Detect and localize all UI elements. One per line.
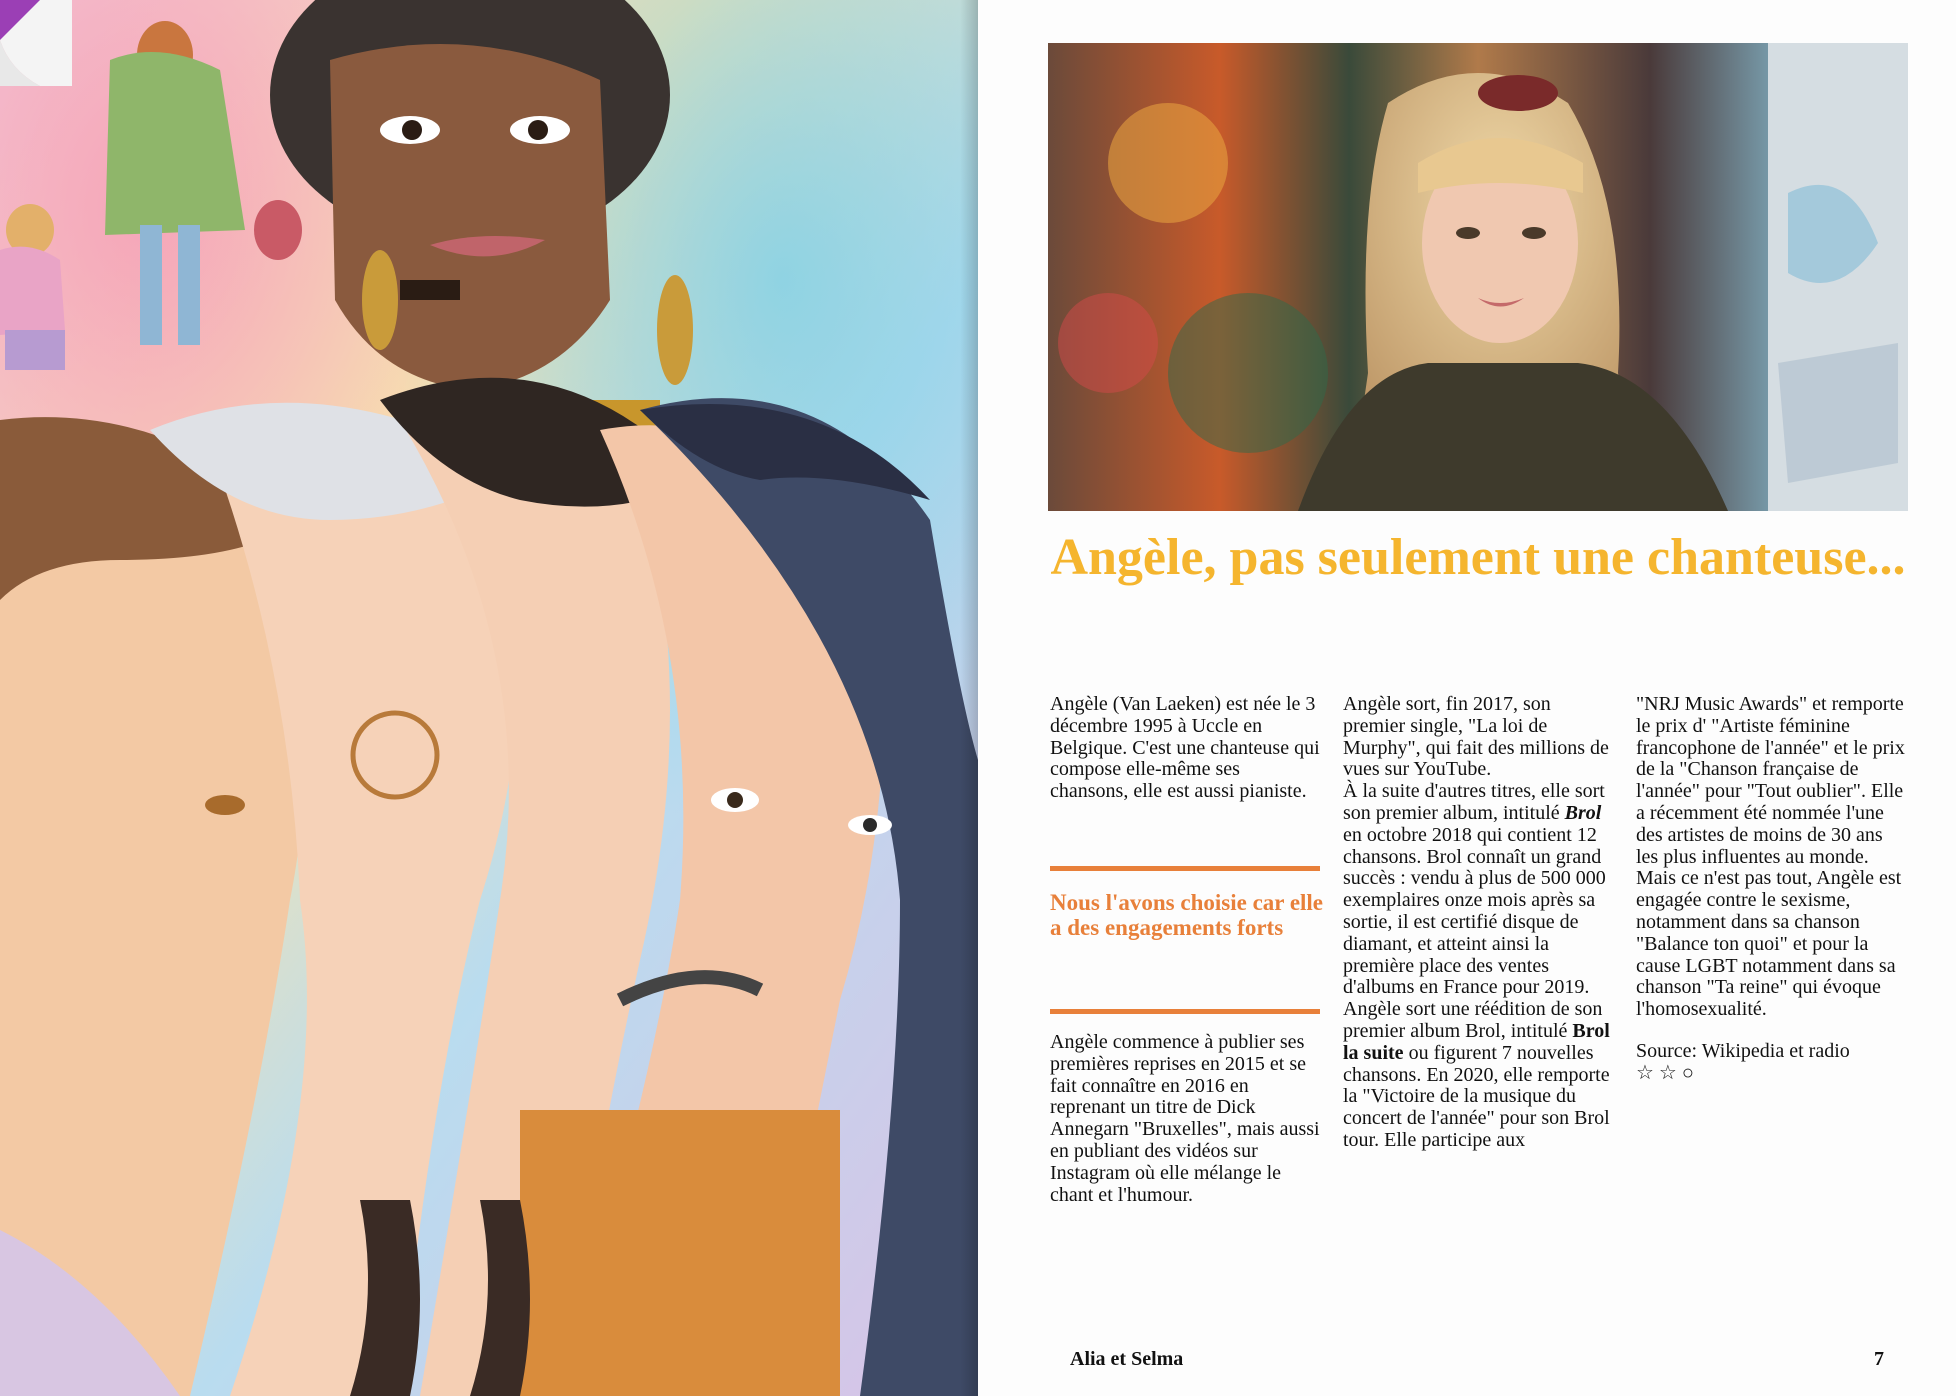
page-curl-icon[interactable] (0, 0, 72, 86)
reissue-paragraph: Angèle sort une réédition de son premier album Brol, intitulé Brol la suite ou figurent 7 nouvelles chansons. En 2020, elle remporte la "Victoire de la musique du concert de l'année" pour son Brol tour. Elle participe aux (1343, 998, 1610, 1151)
single-paragraph: Angèle sort, fin 2017, son premier single, "La loi de Murphy", qui fait des millions de vues sur YouTube. (1343, 693, 1609, 781)
intro-paragraph: Angèle (Van Laeken) est née le 3 décembre 1995 à Uccle en Belgique. C'est une chanteuse qui compose elle-même ses chansons, elle est aussi pianiste. (1050, 693, 1320, 803)
portrait-photo (1048, 43, 1908, 511)
article-page (978, 0, 1956, 1396)
column-3 (1636, 694, 1908, 1085)
pull-quote: Nous l'avons choisie car elle a des engagements forts (1050, 890, 1324, 940)
page-number: 7 (1874, 1348, 1884, 1370)
album-paragraph: À la suite d'autres titres, elle sort son premier album, intitulé Brol en octobre 2018 qui contient 12 chansons. Brol connaît un grand succès : vendu à plus de 500 000 exemplaires onze mois après sa sortie, il est certifié disque de diamant, et atteint ainsi la première place des ventes d'albums en France pour 2019. (1343, 780, 1606, 999)
column-1-intro (1050, 694, 1322, 803)
source-line: Source: Wikipedia et radio (1636, 1039, 1850, 1062)
column-2 (1343, 694, 1615, 1152)
divider-bottom (1050, 1009, 1320, 1014)
career-start-paragraph: Angèle commence à publier ses premières reprises en 2015 et se fait connaître en 2016 en reprenant un titre de Dick Annegarn "Bruxelles", mais aussi en publiant des vidéos sur Instagram où elle mélange le chant et l'humour. (1050, 1031, 1320, 1206)
awards-paragraph: "NRJ Music Awards" et remporte le prix d' "Artiste féminine francophone de l'année" et le prix de la "Chanson française de l'année" pour "Tout oublier". Elle a récemment été nommée l'une des artistes de moins de 30 ans les plus influentes au monde. Mais ce n'est pas tout, Angèle est engagée contre le sexisme, notamment dans sa chanson "Balance ton quoi" et pour la cause LGBT notamment dans sa chanson "Ta reine" qui évoque l'homosexualité. (1636, 693, 1905, 1021)
album-title-brol-la-suite: Brol la suite (1343, 1019, 1610, 1064)
rating-icons: ☆ ☆ ○ (1636, 1061, 1694, 1084)
article-title: Angèle, pas seulement une chanteuse... (1050, 529, 1906, 586)
footer-authors: Alia et Selma (1070, 1348, 1184, 1370)
album-title-brol: Brol (1564, 801, 1602, 824)
column-1-bottom (1050, 1032, 1325, 1206)
portrait-image (1048, 43, 1908, 511)
divider-top (1050, 866, 1320, 871)
